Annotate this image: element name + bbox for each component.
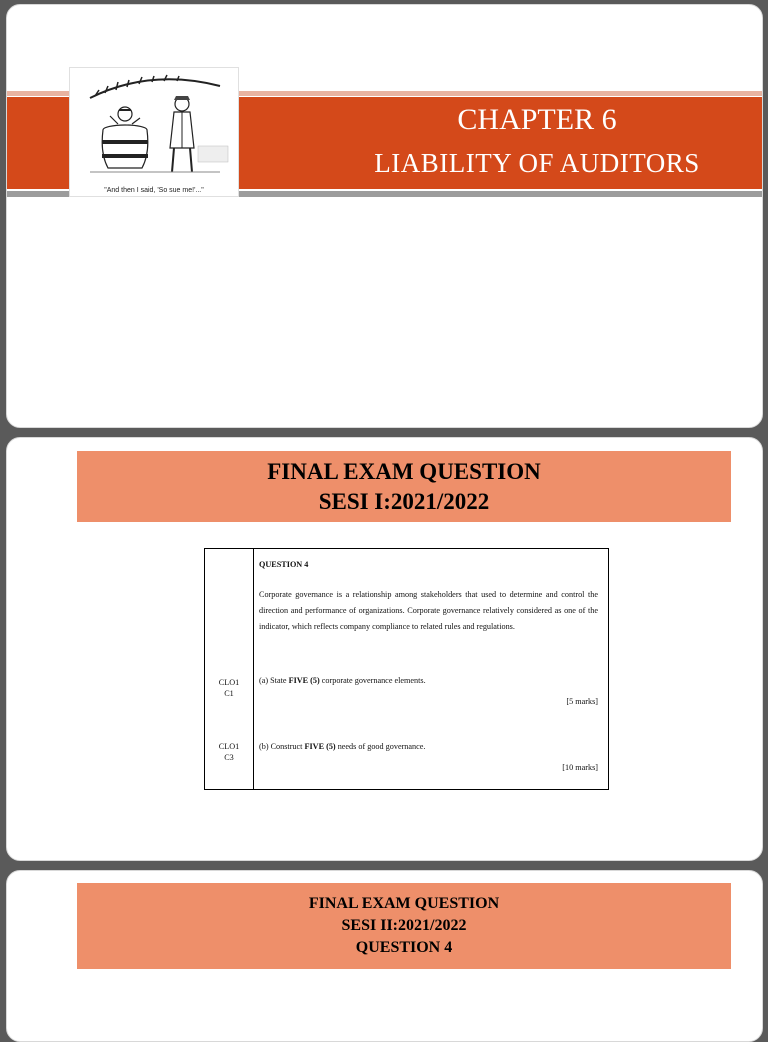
part-b-suffix: needs of good governance. bbox=[335, 742, 426, 751]
exam-header-line1: FINAL EXAM QUESTION bbox=[308, 895, 500, 912]
part-b-bold: FIVE (5) bbox=[304, 742, 336, 751]
cartoon-caption: "And then I said, 'So sue me!'..." bbox=[104, 187, 204, 194]
question-paragraph: Corporate governance is a relationship among stakeholders that used to determine and control the direction and performance of organizations. Corporate governance relatively considered as one of the indicator, which reflects company compliance to related rules and regulations. bbox=[259, 590, 598, 631]
exam-header-line3: QUESTION 4 bbox=[355, 939, 453, 956]
exam-header-line2: SESI II:2021/2022 bbox=[341, 917, 467, 934]
part-b-marks: [10 marks] bbox=[562, 763, 598, 772]
question-box bbox=[204, 548, 609, 790]
question-heading: QUESTION 4 bbox=[259, 560, 309, 569]
question-part-a bbox=[259, 673, 598, 689]
slide-exam-sesi-1 bbox=[6, 437, 763, 861]
chapter-subtitle: LIABILITY OF AUDITORS bbox=[374, 148, 700, 178]
cartoon-image bbox=[69, 67, 239, 197]
clo-a-level: C1 bbox=[224, 689, 234, 698]
clo-a-code: CLO1 bbox=[218, 678, 240, 687]
clo-a bbox=[205, 677, 253, 699]
clo-b-level: C3 bbox=[224, 753, 234, 762]
part-a-marks: [5 marks] bbox=[566, 697, 598, 706]
part-a-bold: FIVE (5) bbox=[288, 676, 320, 685]
exam-header-line2: SESI I:2021/2022 bbox=[318, 489, 490, 514]
exam-header-line1: FINAL EXAM QUESTION bbox=[267, 459, 541, 484]
part-b-prefix: (b) Construct bbox=[259, 742, 305, 751]
part-a-prefix: (a) State bbox=[259, 676, 289, 685]
question-part-b bbox=[259, 739, 598, 755]
part-a-suffix: corporate governance elements. bbox=[319, 676, 426, 685]
chapter-title: CHAPTER 6 bbox=[457, 103, 617, 136]
slide-exam-sesi-2 bbox=[6, 870, 763, 1042]
cartoon-drawing bbox=[70, 68, 238, 186]
clo-b-code: CLO1 bbox=[218, 742, 240, 751]
clo-b bbox=[205, 741, 253, 763]
exam-header bbox=[77, 451, 731, 522]
exam-header bbox=[77, 883, 731, 969]
slide-chapter-title bbox=[6, 4, 763, 428]
question-column-divider bbox=[253, 549, 254, 789]
